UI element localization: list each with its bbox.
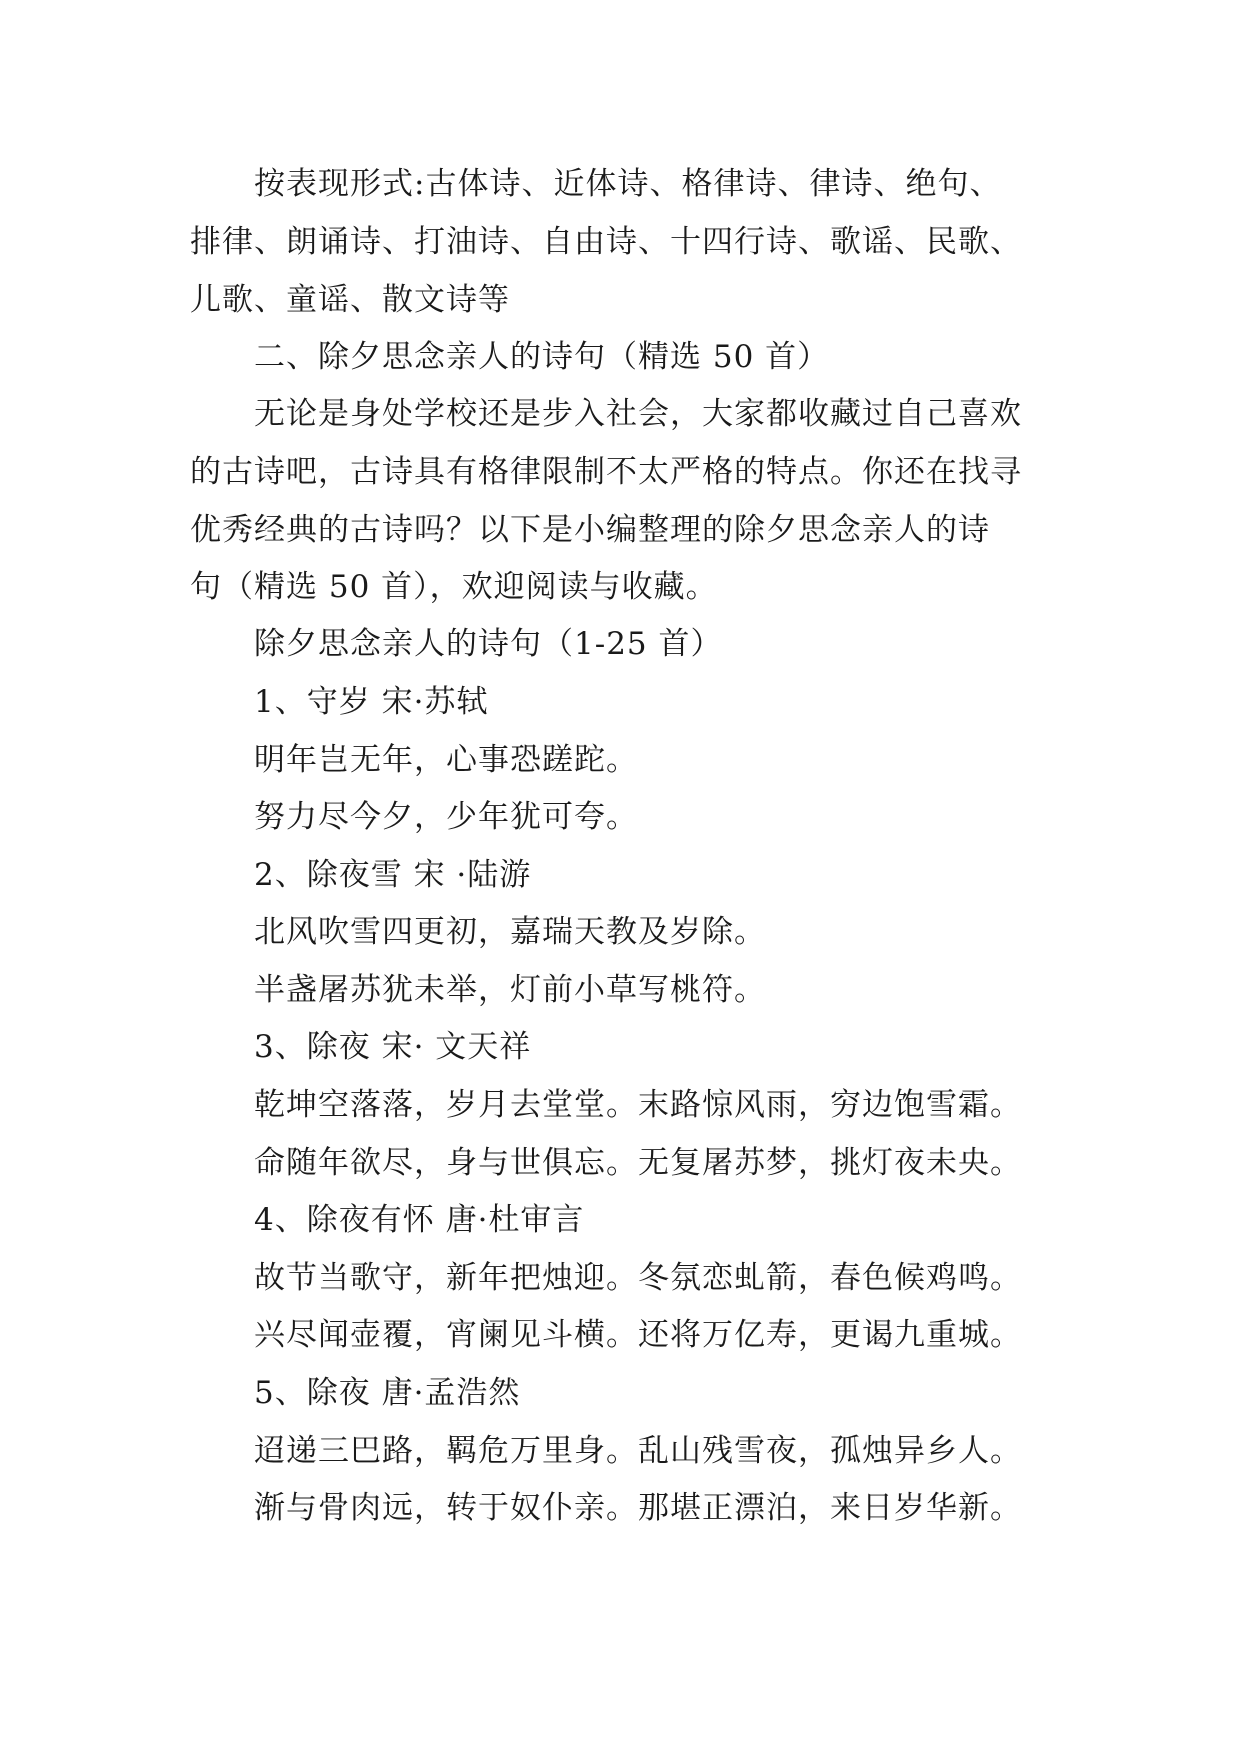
poem-title: 1、守岁 宋·苏轼 [254,684,489,720]
poem-line: 迢递三巴路，羁危万里身。乱山残雪夜，孤烛异乡人。 [254,1433,1022,1469]
paragraph-line: 儿歌、童谣、散文诗等 [190,282,510,318]
poem-line: 半盏屠苏犹未举，灯前小草写桃符。 [254,972,766,1008]
poem-title: 4、除夜有怀 唐·杜审言 [254,1202,585,1238]
poem-line: 乾坤空落落，岁月去堂堂。末路惊风雨，穷边饱雪霜。 [254,1087,1022,1123]
paragraph-line: 排律、朗诵诗、打油诗、自由诗、十四行诗、歌谣、民歌、 [190,224,1022,260]
poem-title: 2、除夜雪 宋 ·陆游 [254,857,532,893]
poem-line: 故节当歌守，新年把烛迎。冬氛恋虬箭，春色候鸡鸣。 [254,1260,1022,1296]
subsection-heading: 除夕思念亲人的诗句（1-25 首） [254,626,723,662]
paragraph-line: 句（精选 50 首），欢迎阅读与收藏。 [190,569,718,605]
poem-line: 明年岂无年，心事恐蹉跎。 [254,742,638,778]
poem-line: 北风吹雪四更初，嘉瑞天教及岁除。 [254,914,766,950]
paragraph-line: 无论是身处学校还是步入社会，大家都收藏过自己喜欢 [254,396,1022,432]
poem-line: 渐与骨肉远，转于奴仆亲。那堪正漂泊，来日岁华新。 [254,1490,1022,1526]
poem-line: 命随年欲尽，身与世俱忘。无复屠苏梦，挑灯夜未央。 [254,1145,1022,1181]
paragraph-line: 的古诗吧，古诗具有格律限制不太严格的特点。你还在找寻 [190,454,1022,490]
paragraph-line: 优秀经典的古诗吗？以下是小编整理的除夕思念亲人的诗 [190,512,990,548]
poem-title: 3、除夜 宋· 文天祥 [254,1029,532,1065]
paragraph-line: 按表现形式:古体诗、近体诗、格律诗、律诗、绝句、 [254,166,1002,202]
poem-line: 兴尽闻壶覆，宵阑见斗横。还将万亿寿，更谒九重城。 [254,1317,1022,1353]
section-heading: 二、除夕思念亲人的诗句（精选 50 首） [254,339,830,375]
poem-line: 努力尽今夕，少年犹可夸。 [254,799,638,835]
poem-title: 5、除夜 唐·孟浩然 [254,1375,521,1411]
